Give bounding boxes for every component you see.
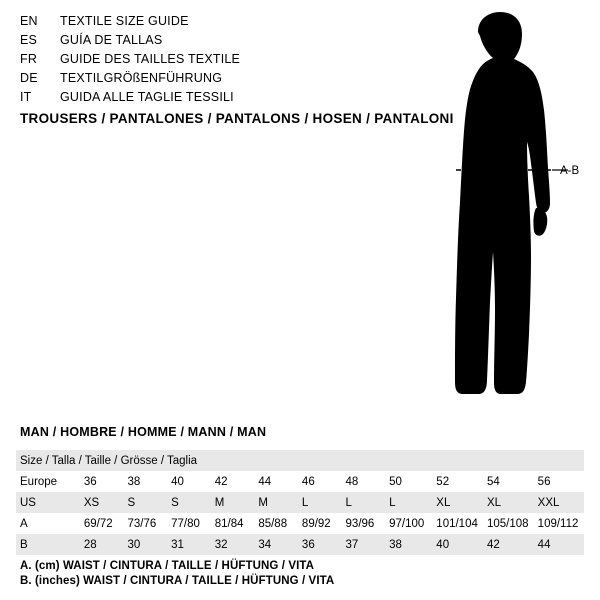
section-title: TROUSERS / PANTALONES / PANTALONS / HOSEN / PANTALONI	[20, 111, 454, 126]
row-label: B	[20, 538, 28, 551]
table-cell: L	[389, 496, 396, 509]
table-cell: 54	[486, 475, 500, 488]
table-cell: 69/72	[83, 517, 113, 530]
table-cell: 50	[389, 475, 402, 488]
table-cell: 56	[537, 475, 551, 488]
table-cell: 44	[537, 538, 551, 551]
language-code: DE	[20, 71, 38, 85]
table-cell: 44	[258, 475, 272, 488]
table-cell: 32	[214, 538, 228, 551]
table-row	[16, 471, 584, 492]
table-cell: XS	[83, 496, 100, 509]
row-label: A	[20, 517, 28, 530]
table-cell: 28	[83, 538, 97, 551]
language-text: TEXTILGRÖßENFÜHRUNG	[60, 71, 223, 85]
table-cell: XXL	[537, 496, 560, 509]
table-cell: 36	[301, 538, 315, 551]
row-label: US	[20, 496, 36, 509]
table-cell: 93/96	[345, 517, 375, 530]
table-cell: 40	[171, 475, 184, 488]
language-text: GUIDE DES TAILLES TEXTILE	[60, 52, 241, 66]
footnote-b: B. (inches) WAIST / CINTURA / TAILLE / HÜFTUNG / VITA	[20, 575, 335, 587]
figure-illustration	[400, 10, 600, 410]
row-label: Europe	[20, 475, 58, 488]
size-table	[16, 450, 584, 555]
table-cell: 89/92	[301, 517, 331, 530]
table-cell: 101/104	[436, 517, 478, 530]
language-code: EN	[20, 14, 38, 28]
table-title: MAN / HOMBRE / HOMME / MANN / MAN	[20, 425, 267, 439]
language-row	[20, 52, 380, 71]
table-cell: 42	[214, 475, 228, 488]
table-cell: 40	[436, 538, 450, 551]
footnotes	[20, 559, 334, 589]
table-cell: 38	[127, 475, 141, 488]
table-cell: M	[214, 496, 225, 509]
table-cell: 105/108	[486, 517, 529, 530]
table-cell: XL	[436, 496, 451, 509]
language-text: TEXTILE SIZE GUIDE	[60, 14, 189, 28]
table-cell: S	[127, 496, 136, 509]
language-code: ES	[20, 33, 38, 47]
table-cell: XL	[486, 496, 502, 509]
table-cell: 48	[345, 475, 359, 488]
language-row	[20, 71, 380, 90]
table-cell: 42	[486, 538, 500, 551]
table-cell: 37	[345, 538, 359, 551]
table-cell: M	[258, 496, 268, 509]
row-label: Size / Talla / Taille / Grösse / Taglia	[20, 454, 198, 467]
table-cell: 97/100	[389, 517, 425, 530]
measure-label-ab: A-B	[560, 165, 580, 177]
footnote-a: A. (cm) WAIST / CINTURA / TAILLE / HÜFTUNG / VITA	[20, 560, 315, 572]
table-cell: L	[345, 496, 352, 509]
table-cell: 36	[83, 475, 97, 488]
table-cell: 73/76	[127, 517, 157, 530]
language-text: GUÍA DE TALLAS	[60, 33, 163, 47]
male-silhouette-icon	[400, 10, 600, 410]
language-code: FR	[20, 52, 38, 66]
table-cell: L	[301, 496, 309, 509]
language-row	[20, 33, 380, 52]
table-cell: 52	[436, 475, 450, 488]
table-row	[16, 513, 584, 534]
table-row	[16, 450, 584, 471]
table-cell: 46	[301, 475, 315, 488]
table-cell: 30	[127, 538, 141, 551]
table-cell: 85/88	[258, 517, 288, 530]
language-list	[20, 14, 380, 109]
language-code: IT	[20, 90, 32, 104]
language-row	[20, 90, 380, 109]
table-cell: 109/112	[537, 517, 579, 530]
table-cell: 77/80	[171, 517, 200, 530]
language-row	[20, 14, 380, 33]
table-cell: 38	[389, 538, 402, 551]
table-cell: 31	[171, 538, 184, 551]
table-cell: 34	[258, 538, 272, 551]
table-cell: 81/84	[214, 517, 244, 530]
table-cell: S	[171, 496, 179, 509]
table-row	[16, 492, 584, 513]
language-text: GUIDA ALLE TAGLIE TESSILI	[60, 90, 234, 104]
table-row	[16, 534, 584, 555]
